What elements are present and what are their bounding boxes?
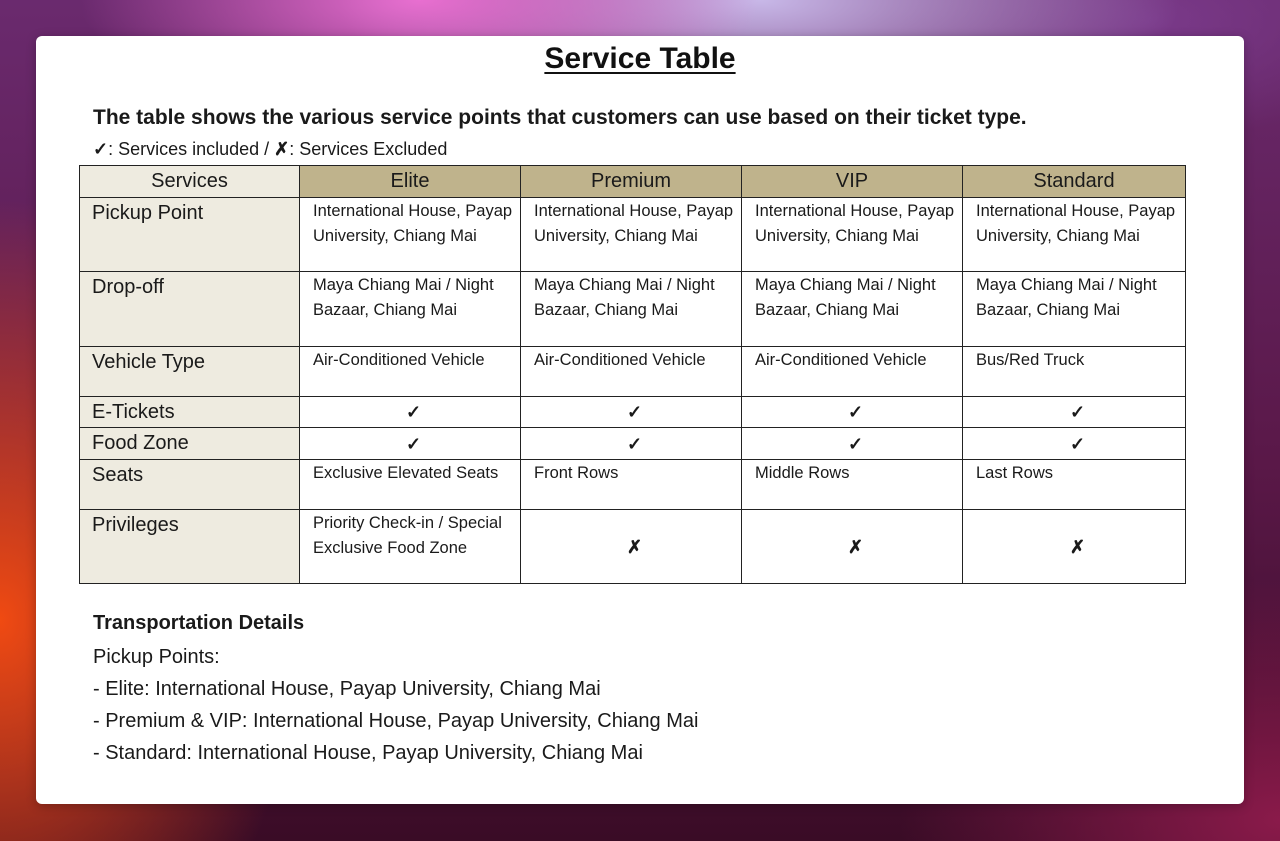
transportation-heading: Transportation Details [93, 612, 305, 634]
table-cell: Front Rows [521, 460, 742, 510]
service-table [79, 165, 1186, 584]
row-label: Drop-off [80, 272, 300, 347]
pickup-line-standard: - Standard: International House, Payap University, Chiang Mai [93, 742, 643, 764]
row-label: Food Zone [80, 428, 300, 460]
pickup-line-elite: - Elite: International House, Payap University, Chiang Mai [93, 678, 601, 700]
table-header-row [80, 166, 1186, 198]
page-title: Service Table [544, 42, 736, 75]
check-icon: ✓ [963, 397, 1186, 428]
check-icon: ✓ [521, 397, 742, 428]
check-icon: ✓ [742, 428, 963, 460]
table-cell: Maya Chiang Mai / Night Bazaar, Chiang Mai [521, 272, 742, 347]
table-cell: Maya Chiang Mai / Night Bazaar, Chiang Mai [300, 272, 521, 347]
table-cell: Maya Chiang Mai / Night Bazaar, Chiang Mai [742, 272, 963, 347]
table-row-privileges [80, 510, 1186, 584]
table-cell: Air-Conditioned Vehicle [521, 347, 742, 397]
table-row-e-tickets [80, 397, 1186, 428]
table-row-seats [80, 460, 1186, 510]
header-standard: Standard [963, 166, 1186, 198]
table-cell: International House, Payap University, Chiang Mai [963, 198, 1186, 272]
table-cell: Priority Check-in / Special Exclusive Food Zone [300, 510, 521, 584]
transportation-details [93, 612, 698, 774]
table-cell: International House, Payap University, Chiang Mai [521, 198, 742, 272]
pickup-points-label: Pickup Points: [93, 646, 220, 668]
header-vip: VIP [742, 166, 963, 198]
legend [93, 139, 447, 160]
table-cell: Middle Rows [742, 460, 963, 510]
cross-icon: ✗ [742, 510, 963, 584]
document-page [36, 36, 1244, 804]
header-services: Services [80, 166, 300, 198]
pickup-line-premium-vip: - Premium & VIP: International House, Payap University, Chiang Mai [93, 710, 699, 732]
table-row-pickup-point [80, 198, 1186, 272]
header-premium: Premium [521, 166, 742, 198]
row-label: Seats [80, 460, 300, 510]
legend-included-text: : Services included / [108, 139, 275, 159]
table-row-vehicle-type [80, 347, 1186, 397]
check-icon: ✓ [521, 428, 742, 460]
row-label: E-Tickets [80, 397, 300, 428]
table-cell: Last Rows [963, 460, 1186, 510]
row-label: Vehicle Type [80, 347, 300, 397]
row-label: Privileges [80, 510, 300, 584]
table-cell: Air-Conditioned Vehicle [742, 347, 963, 397]
check-icon: ✓ [963, 428, 1186, 460]
cross-icon: ✗ [521, 510, 742, 584]
table-cell: Exclusive Elevated Seats [300, 460, 521, 510]
row-label: Pickup Point [80, 198, 300, 272]
table-cell: Air-Conditioned Vehicle [300, 347, 521, 397]
check-icon: ✓ [300, 397, 521, 428]
legend-excluded-text: : Services Excluded [289, 139, 448, 159]
cross-icon: ✗ [963, 510, 1186, 584]
table-cell: Maya Chiang Mai / Night Bazaar, Chiang Mai [963, 272, 1186, 347]
check-icon: ✓ [300, 428, 521, 460]
check-icon: ✓ [93, 139, 109, 159]
header-elite: Elite [300, 166, 521, 198]
table-row-food-zone [80, 428, 1186, 460]
table-cell: International House, Payap University, Chiang Mai [300, 198, 521, 272]
table-cell: International House, Payap University, Chiang Mai [742, 198, 963, 272]
intro-text: The table shows the various service points that customers can use based on their ticket type. [93, 106, 1027, 129]
table-cell: Bus/Red Truck [963, 347, 1186, 397]
cross-icon: ✗ [274, 139, 290, 159]
table-row-drop-off [80, 272, 1186, 347]
check-icon: ✓ [742, 397, 963, 428]
